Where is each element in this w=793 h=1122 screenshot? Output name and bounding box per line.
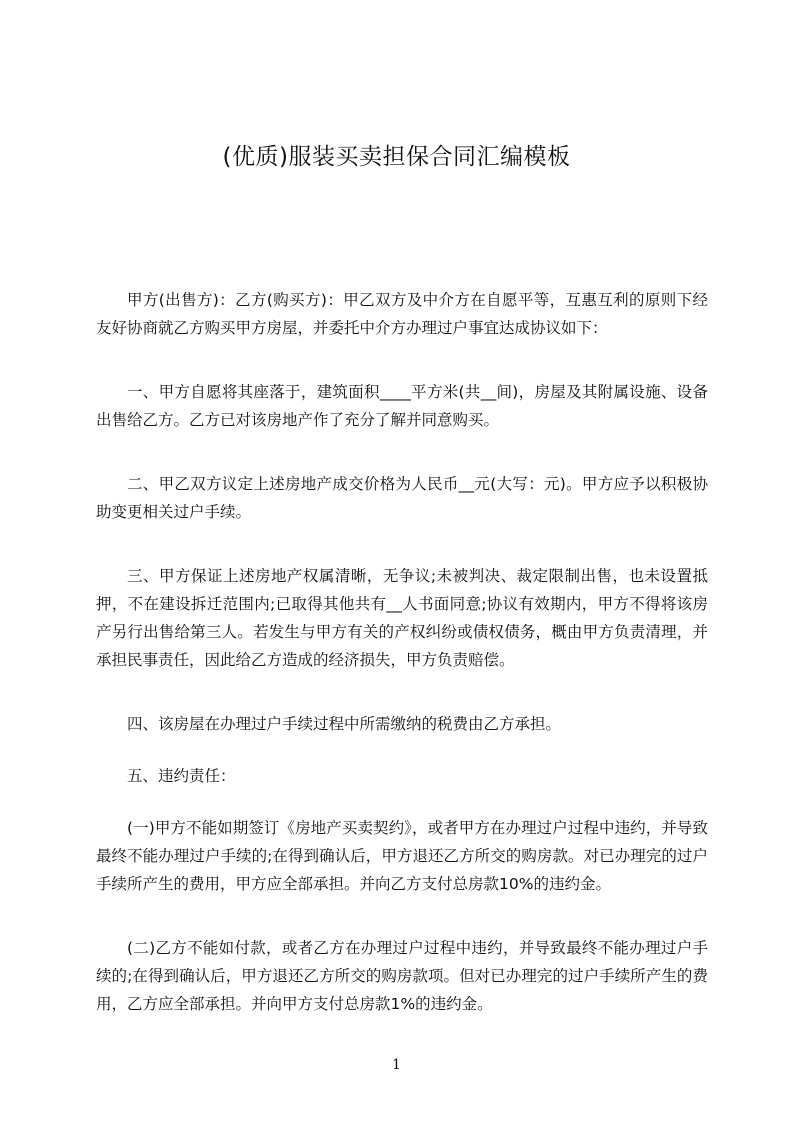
paragraph-clause-2: 二、甲乙双方议定上述房地产成交价格为人民币__元(大写：元)。甲方应予以积极协助变更相关过户手续。 — [96, 475, 708, 521]
paragraph-clause-5-1: (一)甲方不能如期签订《房地产买卖契约》，或者甲方在办理过户过程中违约，并导致最终不能办理过户手续的;在得到确认后，甲方退还乙方所交的购房款。对已办理完的过户手续所产生的费用，甲方应全部承担。并向乙方支付总房款10%的违约金。 — [96, 819, 708, 893]
document-body — [96, 286, 708, 1054]
paragraph-clause-4: 四、该房屋在办理过户手续过程中所需缴纳的税费由乙方承担。 — [127, 715, 562, 733]
paragraph-clause-1: 一、甲方自愿将其座落于，建筑面积____平方米(共__间)，房屋及其附属设施、设备出售给乙方。乙方已对该房地产作了充分了解并同意购买。 — [96, 383, 708, 429]
paragraph-clause-3: 三、甲方保证上述房地产权属清晰，无争议;未被判决、裁定限制出售，也未设置抵押，不在建设拆迁范围内;已取得其他共有__人书面同意;协议有效期内，甲方不得将该房产另行出售给第三人。若发生与甲方有关的产权纠纷或债权债务，概由甲方负责清理，并承担民事责任，因此给乙方造成的经济损失，甲方负责赔偿。 — [96, 567, 708, 669]
document-title: (优质)服装买卖担保合同汇编模板 — [222, 144, 571, 170]
page-number: 1 — [392, 1057, 401, 1073]
paragraph-clause-5-heading: 五、违约责任： — [127, 767, 236, 785]
paragraph-clause-5-2: (二)乙方不能如付款，或者乙方在办理过户过程中违约，并导致最终不能办理过户手续的;在得到确认后，甲方退还乙方所交的购房款项。但对已办理完的过户手续所产生的费用，乙方应全部承担。并向甲方支付总房款1%的违约金。 — [96, 939, 708, 1013]
paragraph-intro: 甲方(出售方)：乙方(购买方)：甲乙双方及中介方在自愿平等，互惠互利的原则下经友好协商就乙方购买甲方房屋，并委托中介方办理过户事宜达成协议如下： — [96, 291, 708, 337]
